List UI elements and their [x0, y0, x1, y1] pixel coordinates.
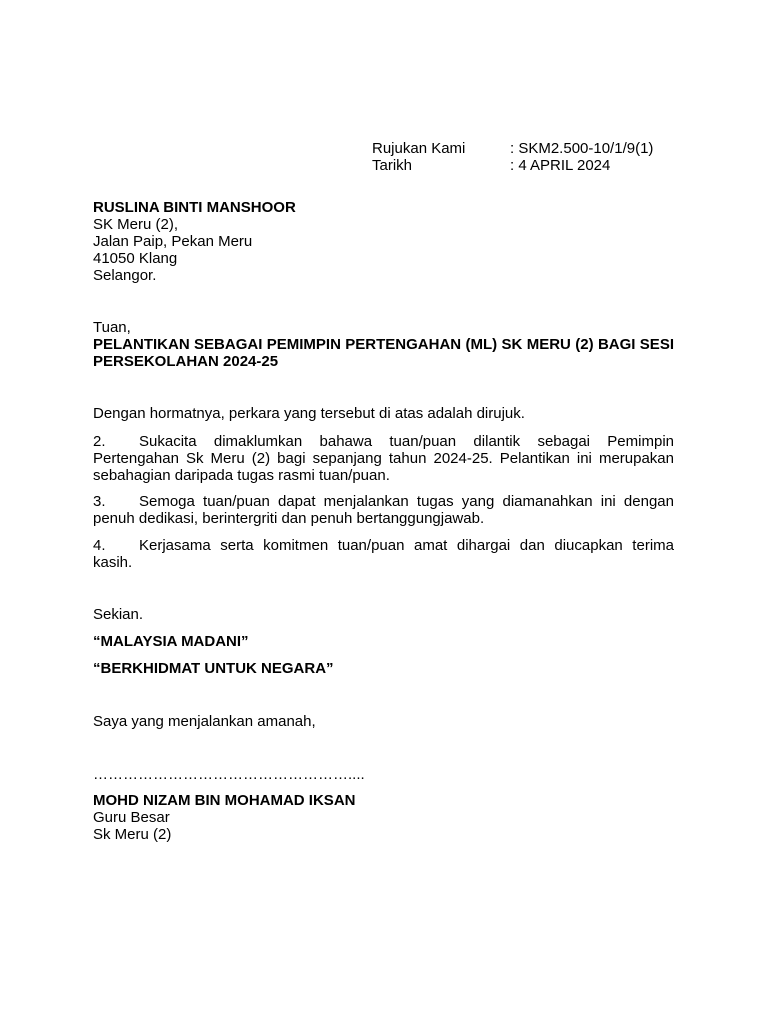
- subject-heading: PELANTIKAN SEBAGAI PEMIMPIN PERTENGAHAN (ML) SK MERU (2) BAGI SESI PERSEKOLAHAN 2024-25: [93, 336, 674, 370]
- paragraph-text: Semoga tuan/puan dapat menjalankan tugas yang diamanahkan ini dengan penuh dedikasi, berintergriti dan penuh bertanggungjawab.: [93, 493, 674, 527]
- paragraph-text: Kerjasama serta komitmen tuan/puan amat dihargai dan diucapkan terima kasih.: [93, 537, 674, 571]
- reference-block: [372, 140, 653, 174]
- amanah-line: Saya yang menjalankan amanah,: [93, 713, 316, 730]
- paragraph-3: [93, 493, 674, 527]
- signatory-school: Sk Meru (2): [93, 826, 172, 843]
- motto-malaysia-madani: “MALAYSIA MADANI”: [93, 633, 249, 650]
- paragraph-number: 4.: [93, 537, 106, 554]
- opening-line: Dengan hormatnya, perkara yang tersebut di atas adalah dirujuk.: [93, 405, 525, 422]
- paragraph-4: [93, 537, 674, 571]
- paragraph-number: 2.: [93, 433, 106, 450]
- signatory-title: Guru Besar: [93, 809, 170, 826]
- date-label: Tarikh: [372, 157, 413, 174]
- address-line: 41050 Klang: [93, 250, 178, 267]
- paragraph-number: 3.: [93, 493, 106, 510]
- signature-dots: ……………………………………………....: [93, 766, 365, 783]
- date-value: : 4 APRIL 2024: [510, 157, 611, 174]
- paragraph-2: [93, 433, 674, 484]
- reference-row: [372, 140, 653, 157]
- salutation: Tuan,: [93, 319, 131, 336]
- paragraph-text: Sukacita dimaklumkan bahawa tuan/puan dilantik sebagai Pemimpin Pertengahan Sk Meru (2) bagi sepanjang tahun 2024-25. Pelantikan ini merupakan sebahagian daripada tugas rasmi tuan/puan.: [93, 433, 674, 484]
- signatory-name: MOHD NIZAM BIN MOHAMAD IKSAN: [93, 792, 356, 809]
- recipient-block: [93, 199, 674, 284]
- address-line: Jalan Paip, Pekan Meru: [93, 233, 253, 250]
- sekian-line: Sekian.: [93, 606, 144, 623]
- address-line: SK Meru (2),: [93, 216, 179, 233]
- reference-value: : SKM2.500-10/1/9(1): [510, 140, 654, 157]
- motto-berkhidmat: “BERKHIDMAT UNTUK NEGARA”: [93, 660, 334, 677]
- reference-label: Rujukan Kami: [372, 140, 466, 157]
- recipient-name: RUSLINA BINTI MANSHOOR: [93, 199, 296, 216]
- address-line: Selangor.: [93, 267, 157, 284]
- date-row: [372, 157, 653, 174]
